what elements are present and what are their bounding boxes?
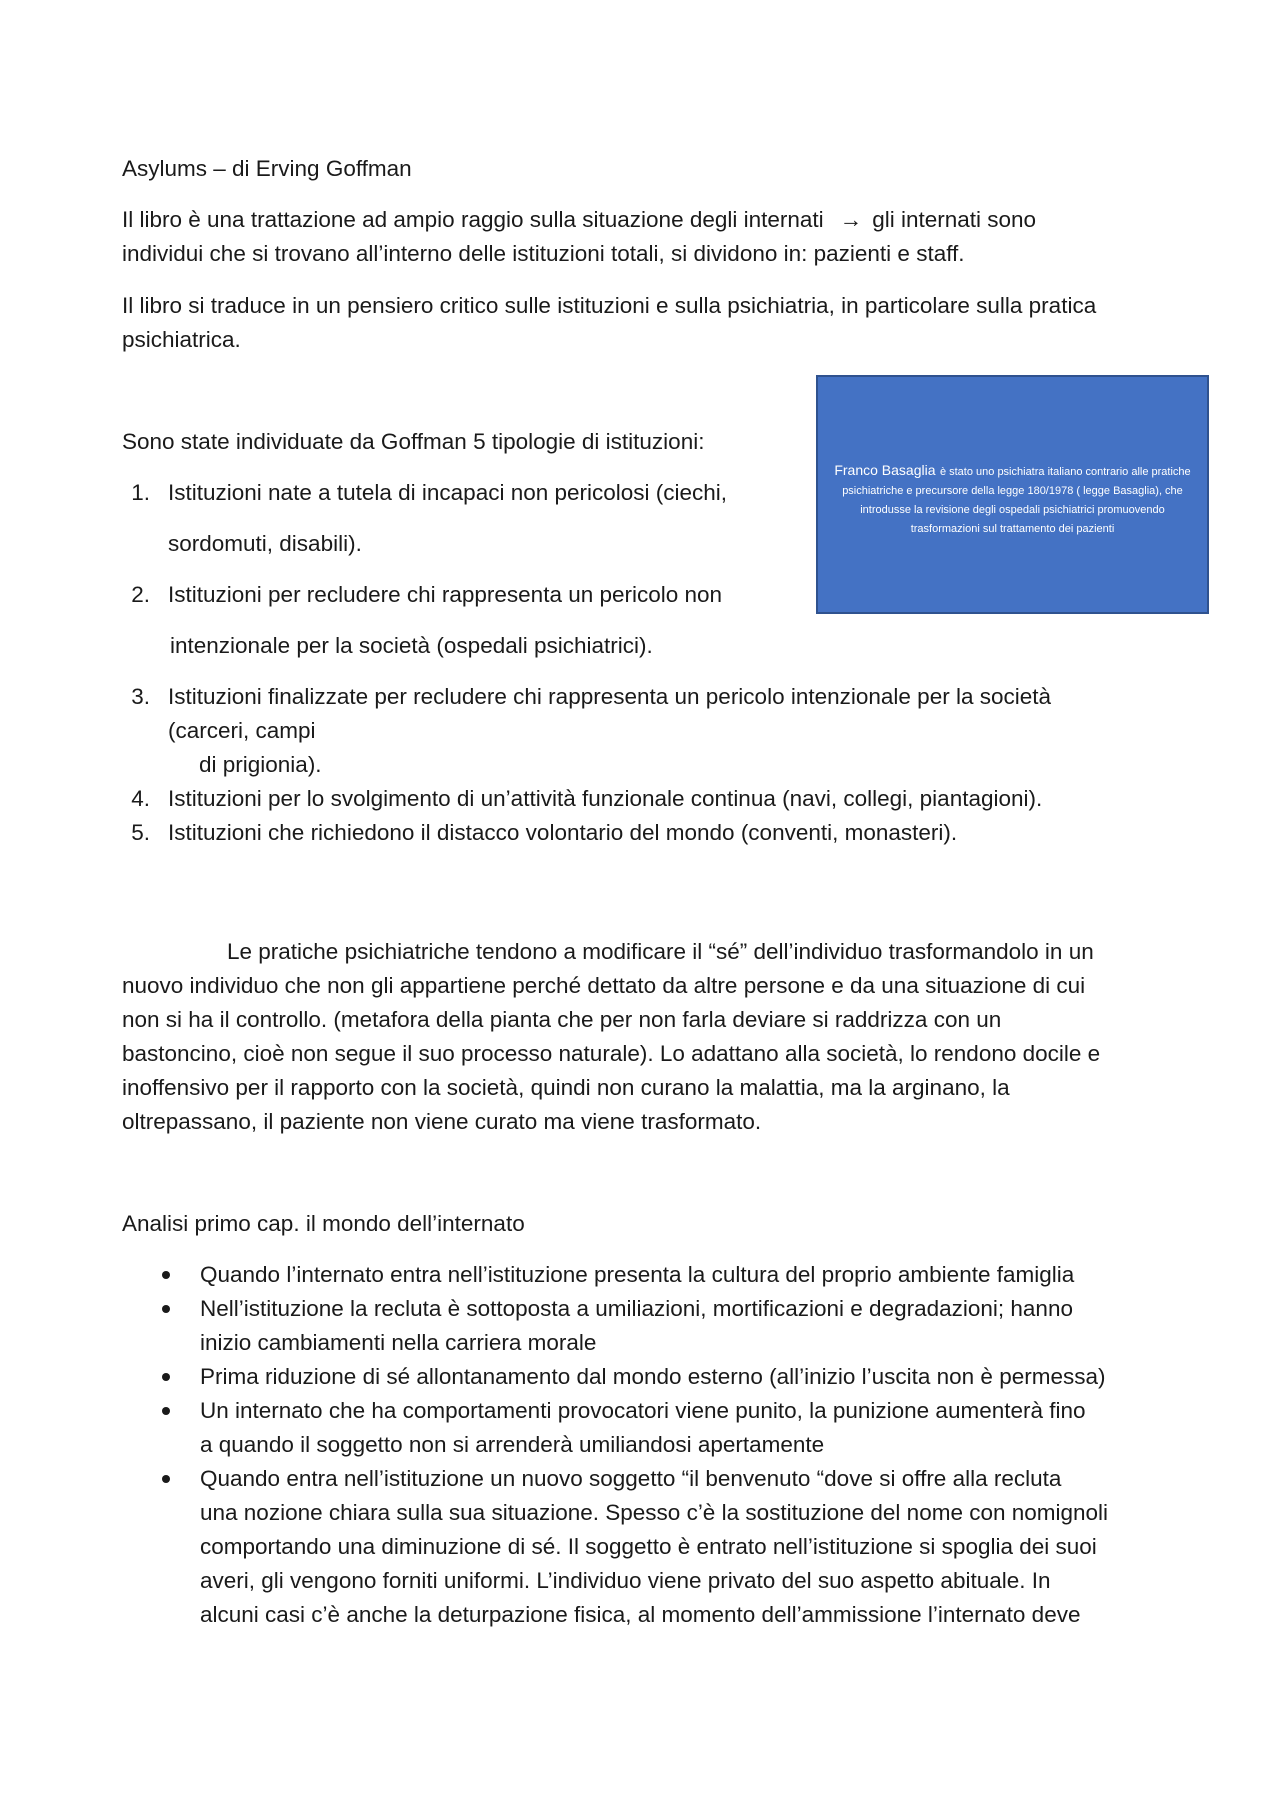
- practices-line: Le pratiche psichiatriche tendono a modificare il “sé” dell’individuo trasformandolo in un: [227, 939, 1094, 964]
- intro-line-1: [122, 203, 1036, 237]
- callout-description: è stato uno psichiatra italiano contrario alle pratiche psichiatriche e precursore della legge 180/1978 ( legge Basaglia), che introdusse la revisione degli ospedali psichiatrici promuovendo trasformazioni sul trattamento dei pazienti: [842, 466, 1191, 535]
- list-number: 2.: [131, 582, 150, 607]
- bullet-line: Quando l’internato entra nell’istituzione presenta la cultura del proprio ambiente famiglia: [200, 1262, 1075, 1287]
- bullet-icon: [162, 1271, 170, 1279]
- practices-line: non si ha il controllo. (metafora della pianta che per non farla deviare si raddrizza con un: [122, 1007, 1002, 1032]
- bullet-icon: [162, 1407, 170, 1415]
- list-item-line: sordomuti, disabili).: [168, 531, 362, 556]
- bullet-icon: [162, 1475, 170, 1483]
- practices-line: inoffensivo per il rapporto con la società, quindi non curano la malattia, ma la arginano, la: [122, 1075, 1010, 1100]
- bullet-icon: [162, 1373, 170, 1381]
- list-number: 1.: [131, 480, 150, 505]
- critique-line-2: psichiatrica.: [122, 327, 241, 352]
- list-item-line: Istituzioni finalizzate per recludere chi rappresenta un pericolo intenzionale per la società: [168, 684, 1052, 709]
- document-title: Asylums – di Erving Goffman: [122, 156, 412, 181]
- list-item-line: Istituzioni che richiedono il distacco volontario del mondo (conventi, monasteri).: [168, 820, 958, 845]
- bullet-line: Quando entra nell’istituzione un nuovo soggetto “il benvenuto “dove si offre alla recluta: [200, 1466, 1062, 1491]
- list-item-line: Istituzioni per recludere chi rappresenta un pericolo non: [168, 582, 723, 607]
- list-item-line: Istituzioni per lo svolgimento di un’attività funzionale continua (navi, collegi, piantagioni).: [168, 786, 1043, 811]
- callout-name: Franco Basaglia: [834, 462, 936, 478]
- arrow-right-icon: →: [839, 207, 863, 232]
- practices-line: bastoncino, cioè non segue il suo processo naturale). Lo adattano alla società, lo rendono docile e: [122, 1041, 1101, 1066]
- list-number: 3.: [131, 684, 150, 709]
- bullet-icon: [162, 1305, 170, 1313]
- intro-line-2: individui che si trovano all’interno delle istituzioni totali, si dividono in: pazienti e staff.: [122, 241, 965, 266]
- list-item-line: Istituzioni nate a tutela di incapaci non pericolosi (ciechi,: [168, 480, 728, 505]
- bullet-line: Prima riduzione di sé allontanamento dal mondo esterno (all’inizio l’uscita non è permessa): [200, 1364, 1106, 1389]
- bullet-line: alcuni casi c’è anche la deturpazione fisica, al momento dell’ammissione l’internato deve: [200, 1602, 1081, 1627]
- intro-line-1a: Il libro è una trattazione ad ampio raggio sulla situazione degli internati: [122, 207, 824, 232]
- bullet-line: comportando una diminuzione di sé. Il soggetto è entrato nell’istituzione si spoglia dei suoi: [200, 1534, 1097, 1559]
- bullet-line: Nell’istituzione la recluta è sottoposta a umiliazioni, mortificazioni e degradazioni; hanno: [200, 1296, 1073, 1321]
- types-heading: Sono state individuate da Goffman 5 tipologie di istituzioni:: [122, 429, 705, 454]
- intro-line-1b: gli internati sono: [872, 207, 1037, 232]
- critique-line-1: Il libro si traduce in un pensiero critico sulle istituzioni e sulla psichiatria, in particolare sulla pratica: [122, 293, 1097, 318]
- bullet-line: una nozione chiara sulla sua situazione. Spesso c’è la sostituzione del nome con nomignoli: [200, 1500, 1109, 1525]
- practices-line: nuovo individuo che non gli appartiene perché dettato da altre persone e da una situazione di cui: [122, 973, 1086, 998]
- list-number: 4.: [131, 786, 150, 811]
- list-number: 5.: [131, 820, 150, 845]
- list-item-line: (carceri, campi: [168, 718, 316, 743]
- list-item-line: di prigionia).: [199, 752, 322, 777]
- bullet-line: Un internato che ha comportamenti provocatori viene punito, la punizione aumenterà fino: [200, 1398, 1086, 1423]
- chapter-heading: Analisi primo cap. il mondo dell’internato: [122, 1211, 525, 1236]
- practices-line: oltrepassano, il paziente non viene curato ma viene trasformato.: [122, 1109, 762, 1134]
- bullet-line: a quando il soggetto non si arrenderà umiliandosi apertamente: [200, 1432, 825, 1457]
- list-item-line: intenzionale per la società (ospedali psichiatrici).: [170, 633, 653, 658]
- bullet-line: inizio cambiamenti nella carriera morale: [200, 1330, 597, 1355]
- bullet-line: averi, gli vengono forniti uniformi. L’individuo viene privato del suo aspetto abituale. In: [200, 1568, 1051, 1593]
- basaglia-callout-box: [816, 375, 1209, 614]
